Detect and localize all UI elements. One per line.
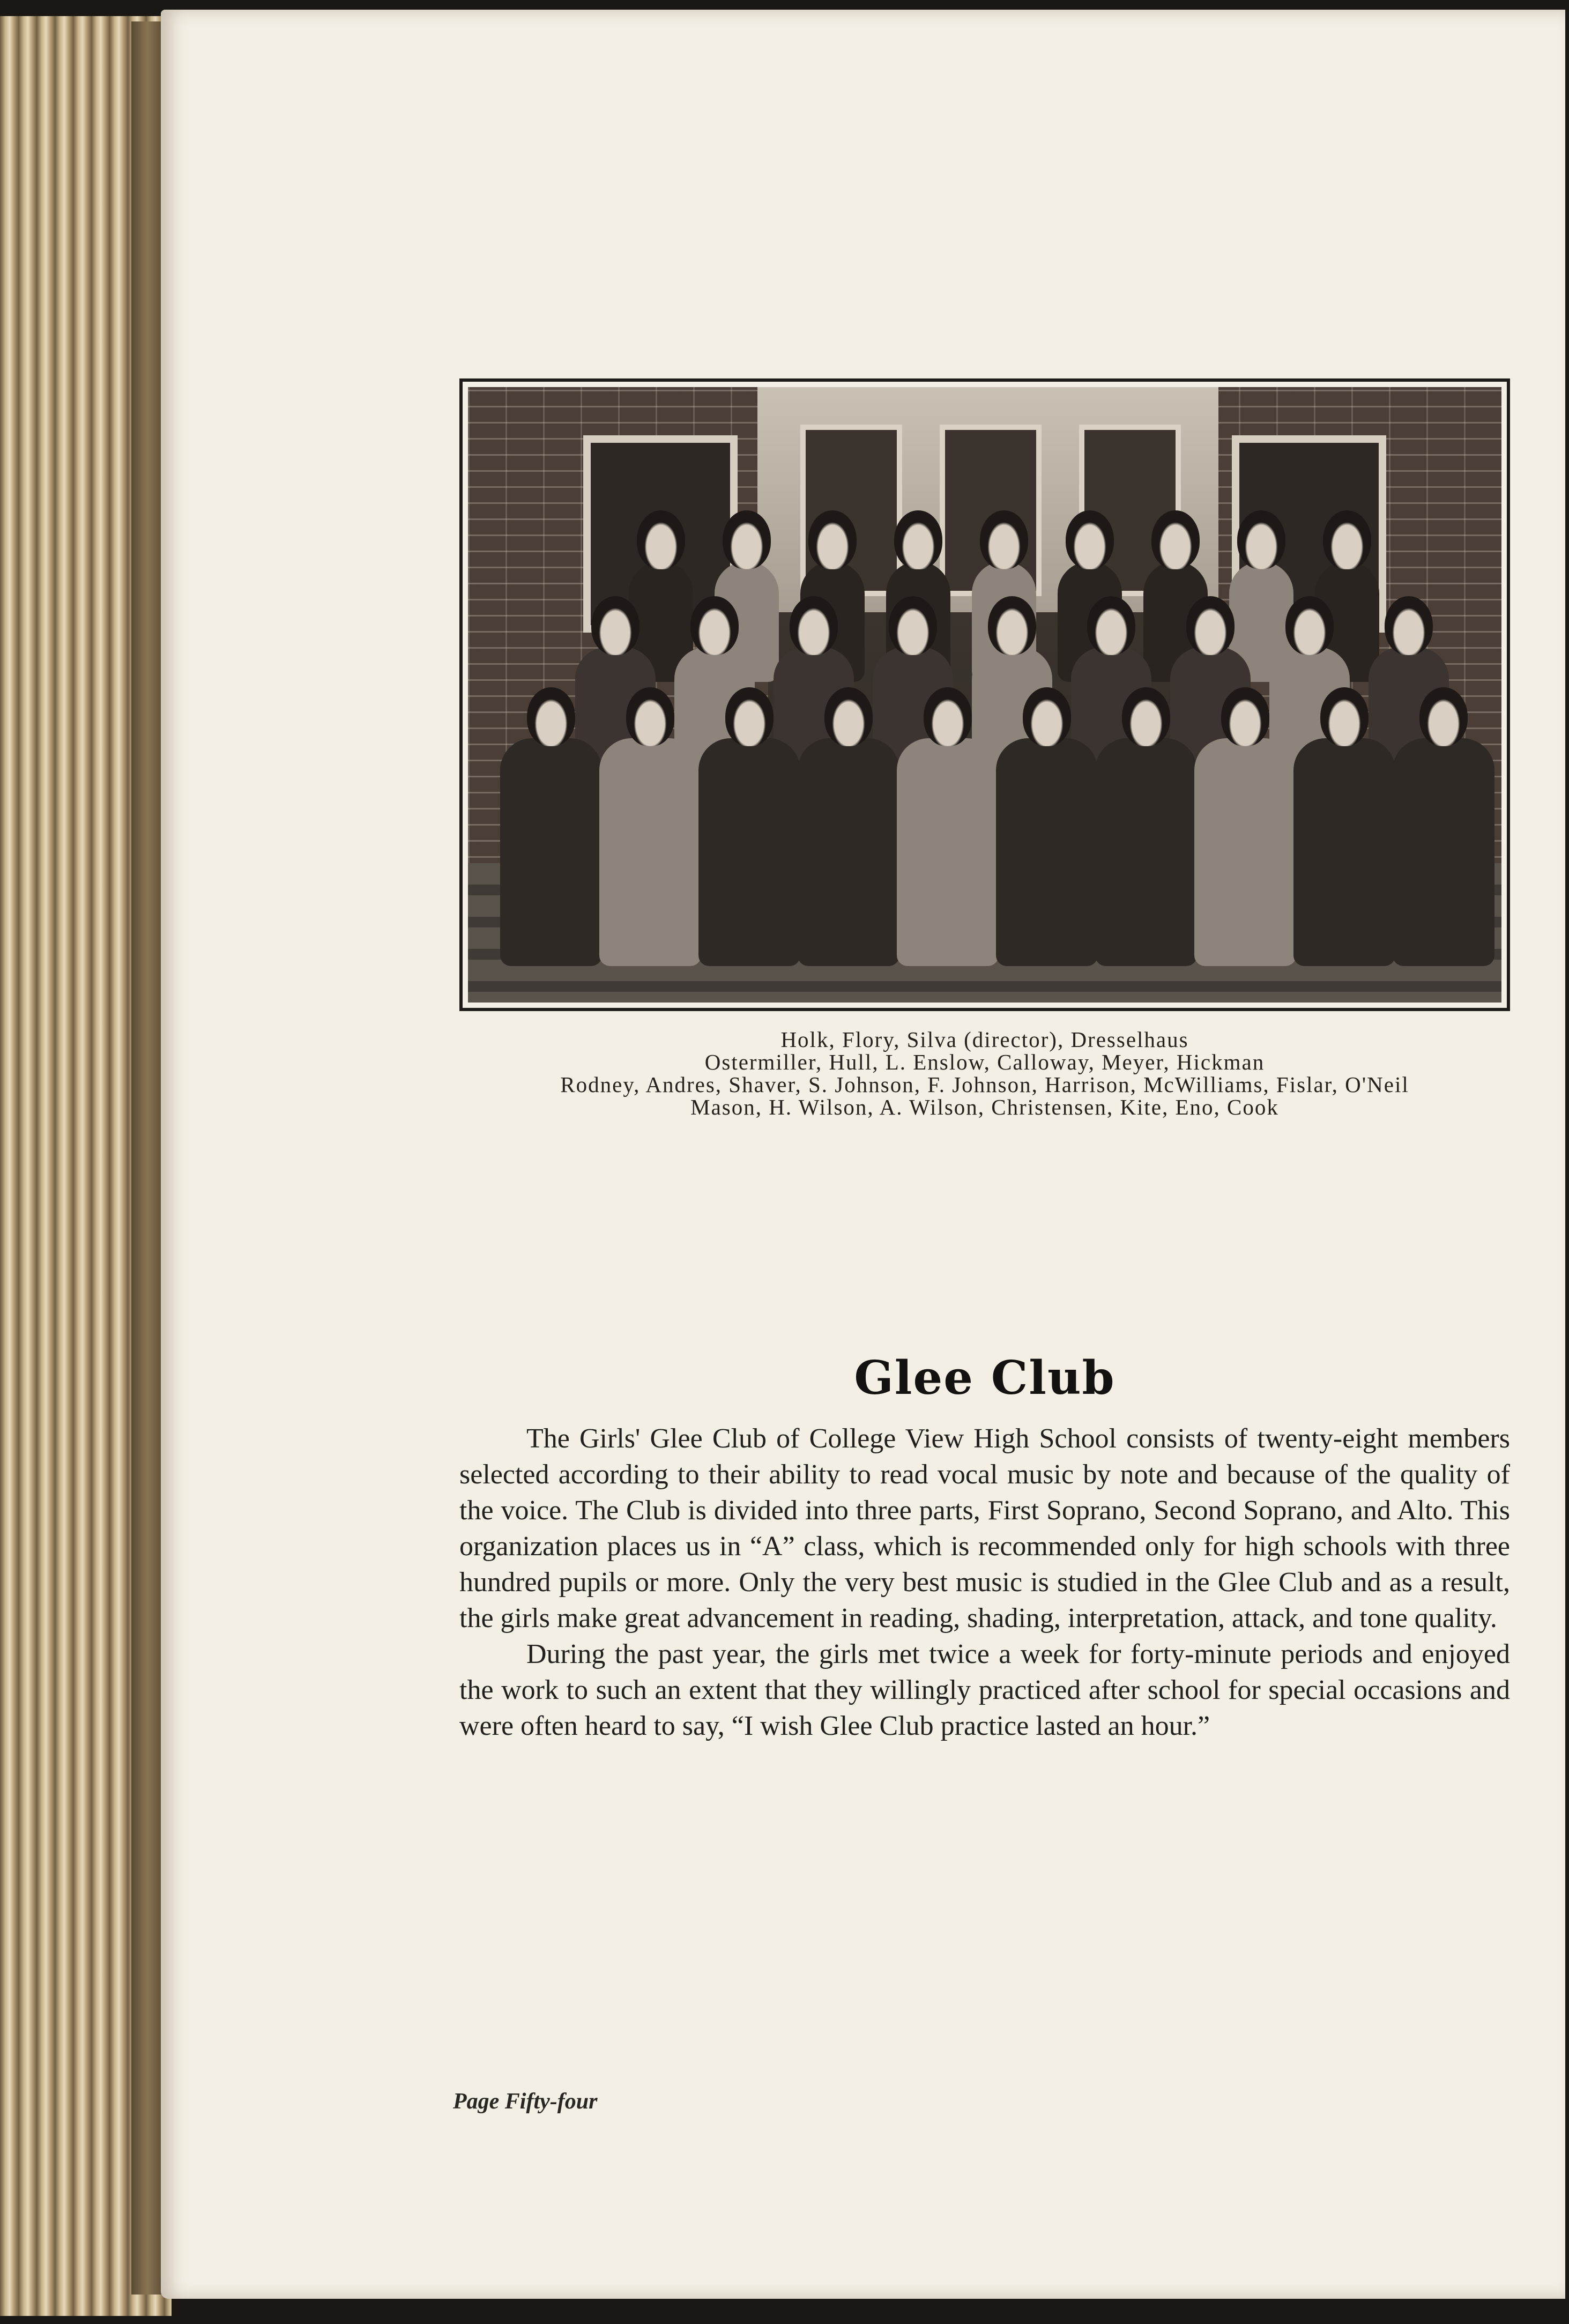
yearbook-page: [161, 10, 1565, 2299]
club-member: [996, 687, 1098, 966]
caption-row-1: Holk, Flory, Silva (director), Dresselhaus: [780, 1027, 1189, 1052]
photo-caption: [459, 1028, 1510, 1118]
club-member: [1095, 687, 1197, 966]
caption-row-4: Mason, H. Wilson, A. Wilson, Christensen, Kite, Eno, Cook: [690, 1095, 1279, 1119]
club-member: [1393, 687, 1494, 966]
section-title: Glee Club: [854, 1351, 1116, 1405]
club-member: [698, 687, 800, 966]
club-member: [1194, 687, 1296, 966]
group-photo-frame: [459, 378, 1510, 1011]
club-member: [798, 687, 899, 966]
page-number: Page Fifty-four: [453, 2089, 598, 2114]
caption-row-2: Ostermiller, Hull, L. Enslow, Calloway, Meyer, Hickman: [704, 1050, 1265, 1074]
caption-row-3: Rodney, Andres, Shaver, S. Johnson, F. Johnson, Harrison, McWilliams, Fislar, O'Neil: [560, 1072, 1409, 1097]
paragraph-2: During the past year, the girls met twice a week for forty-minute periods and enjoyed the work to such an extent that they willingly practiced after school for special occasions and were often heard to say, “I wish Glee Club practice lasted an hour.”: [459, 1639, 1510, 1741]
book-binding: [131, 21, 163, 2295]
group-photo: [468, 387, 1501, 1003]
club-member: [599, 687, 701, 966]
club-member: [897, 687, 999, 966]
paragraph-1: The Girls' Glee Club of College View High School consists of twenty-eight members selected according to their ability to read vocal music by note and because of the quality of the voice. The Club is divided into three parts, First Soprano, Second Soprano, and Alto. This organization places us in “A” class, which is recommended only for high schools with three hundred pupils or more. Only the very best music is studied in the Glee Club and as a result, the girls make great advancement in reading, shading, interpretation, attack, and tone quality.: [459, 1423, 1510, 1634]
club-member: [500, 687, 602, 966]
article-body: [459, 1421, 1510, 1744]
club-member: [1293, 687, 1395, 966]
